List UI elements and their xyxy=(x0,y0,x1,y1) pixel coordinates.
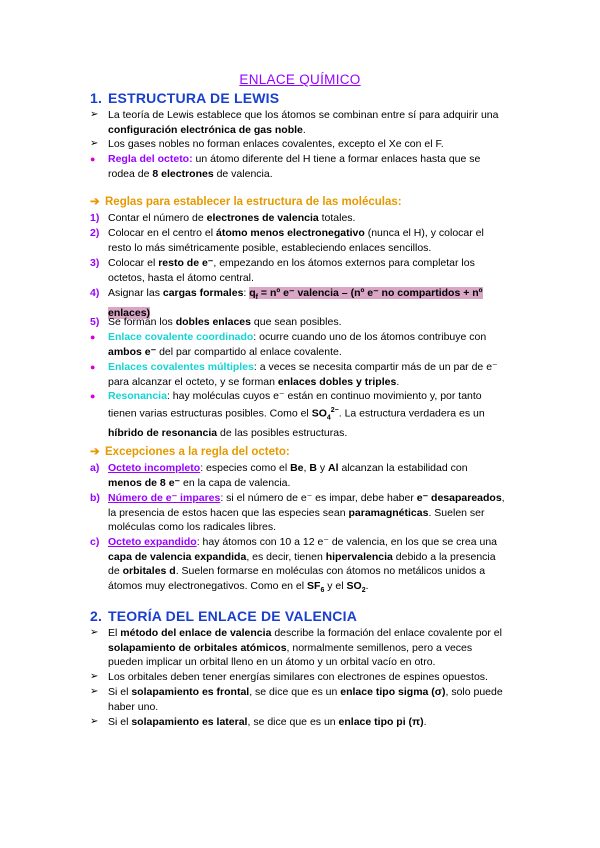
text: , xyxy=(501,492,505,504)
arrow-bullet-icon: ➢ xyxy=(90,627,99,638)
keyword: Enlaces covalentes múltiples xyxy=(108,361,254,373)
text: : a veces se necesita compartir más de un par de e⁻ xyxy=(253,361,498,373)
right-arrow-icon: ➔ xyxy=(90,446,100,458)
subheading-text: Reglas para establecer la estructura de las moléculas: xyxy=(105,196,402,208)
arrow-bullet-icon: ➢ xyxy=(90,109,99,120)
text: alcanzan la estabilidad con xyxy=(338,462,468,474)
list-item xyxy=(90,461,530,490)
keyword: Octeto expandido xyxy=(108,536,197,548)
list-item xyxy=(90,389,530,440)
text: Los orbitales deben tener energías similares con electrones de espines opuestos. xyxy=(108,671,488,683)
bold-text: Al xyxy=(328,462,339,474)
text: La teoría de Lewis establece que los átomos se combinan entre sí para adquirir una xyxy=(108,109,499,121)
bold-text: Be xyxy=(290,462,304,474)
text: , normalmente semillenos, pero a veces xyxy=(286,641,473,654)
text: resto lo más simétricamente posible, estableciendo enlaces sencillos. xyxy=(108,241,432,254)
list-item xyxy=(90,315,530,330)
rules-subheading xyxy=(90,194,402,208)
arrow-bullet-icon: ➢ xyxy=(90,716,99,727)
text: , xyxy=(303,462,310,474)
arrow-bullet-icon: ➢ xyxy=(90,138,99,149)
text: (nunca el H), y colocar el xyxy=(364,227,484,239)
text: . xyxy=(365,579,369,592)
text: debido a la presencia xyxy=(392,550,496,563)
text: Los gases nobles no forman enlaces covalentes, excepto el Xe con el F. xyxy=(108,138,444,150)
text: : si el número de e⁻ es impar, debe haber xyxy=(220,492,417,504)
text: describe la formación del enlace covalente por el xyxy=(271,627,502,639)
exceptions-subheading xyxy=(90,444,290,458)
text: pueden implicar un orbital lleno en un átomo y un orbital vacío en otro. xyxy=(108,656,436,669)
list-item xyxy=(90,256,530,285)
formula: SO xyxy=(311,407,327,420)
text: Asignar las xyxy=(108,287,163,299)
bold-text: enlaces dobles y triples xyxy=(277,375,397,388)
text: . xyxy=(423,716,427,728)
list-item xyxy=(90,137,530,152)
bold-text: solapamiento es frontal xyxy=(131,686,250,698)
formula: SO xyxy=(346,579,362,592)
bold-text: híbrido de resonancia xyxy=(108,426,218,439)
bold-text: átomo menos electronegativo xyxy=(215,227,365,239)
section-number: 2. xyxy=(90,608,103,624)
text: rodea de xyxy=(108,167,153,180)
text: = nº e⁻ valencia – (nº e⁻ no compartidos + nº xyxy=(258,287,483,299)
bold-text: e⁻ desapareados xyxy=(416,492,502,504)
text: de valencia. xyxy=(213,167,273,180)
text: que sean posibles. xyxy=(251,316,342,328)
list-item xyxy=(90,685,530,714)
bullet-icon: ● xyxy=(90,391,96,401)
text: de las posibles estructuras. xyxy=(217,426,348,439)
text: y xyxy=(316,462,329,474)
bold-text: 8 electrones xyxy=(152,167,214,180)
keyword: Resonancia xyxy=(108,390,167,402)
bullet-icon: ● xyxy=(90,332,96,342)
list-item xyxy=(90,330,530,359)
subscript: 2 xyxy=(361,586,366,594)
list-item xyxy=(90,211,530,226)
list-item xyxy=(90,715,530,730)
text: en la capa de valencia. xyxy=(180,476,291,489)
text: tienen varias estructuras posibles. Como el xyxy=(108,407,312,420)
text: : xyxy=(243,287,250,299)
text: del par compartido al enlace covalente. xyxy=(156,345,342,358)
text: El xyxy=(108,627,121,639)
text: haber uno. xyxy=(108,700,159,713)
text: : especies como el xyxy=(200,462,291,474)
text: . xyxy=(302,123,306,136)
subheading-text: Excepciones a la regla del octeto: xyxy=(105,446,290,458)
text: Colocar el xyxy=(108,257,159,269)
bullet-icon: ● xyxy=(90,154,96,164)
item-number: 4) xyxy=(90,287,100,299)
section-number: 1. xyxy=(90,90,103,106)
item-letter: c) xyxy=(90,536,100,548)
list-item xyxy=(90,108,530,137)
bold-text: hipervalencia xyxy=(325,550,393,563)
bold-text: enlace tipo pi (π) xyxy=(338,716,424,728)
text: un átomo diferente del H tiene a formar enlaces hasta que se xyxy=(192,153,481,165)
list-item xyxy=(90,226,530,255)
bold-text: paramagnéticas xyxy=(348,506,429,519)
item-number: 1) xyxy=(90,212,100,224)
list-item xyxy=(90,152,530,181)
text: : hay moléculas cuyos e⁻ están en continuo movimiento y, por tanto xyxy=(166,390,482,402)
arrow-bullet-icon: ➢ xyxy=(90,671,99,682)
text: Se forman los xyxy=(108,316,176,328)
bold-text: menos de 8 e⁻ xyxy=(108,476,181,489)
bold-text: solapamiento es lateral xyxy=(131,716,248,728)
bold-text: B xyxy=(309,462,317,474)
section-title: TEORÍA DEL ENLACE DE VALENCIA xyxy=(108,608,358,624)
right-arrow-icon: ➔ xyxy=(90,196,100,208)
item-number: 3) xyxy=(90,257,100,269)
text: moléculas como los radicales libres. xyxy=(108,521,277,534)
bold-text: resto de e⁻ xyxy=(158,257,214,269)
item-letter: b) xyxy=(90,492,100,504)
bold-text: configuración electrónica de gas noble xyxy=(108,123,303,136)
superscript: 2− xyxy=(330,406,339,414)
text: , se dice que es un xyxy=(247,716,339,728)
text: y el xyxy=(324,579,347,592)
subscript: 4 xyxy=(326,414,331,422)
formula: SF xyxy=(307,579,321,592)
item-letter: a) xyxy=(90,462,100,474)
bullet-icon: ● xyxy=(90,362,96,372)
section-1-heading xyxy=(90,90,279,106)
text: , solo puede xyxy=(445,686,503,698)
text: totales. xyxy=(318,212,356,224)
bold-text: electrones de valencia xyxy=(206,212,319,224)
text: , se dice que es un xyxy=(249,686,341,698)
formal-charge-formula xyxy=(249,287,483,302)
text: : ocurre cuando uno de los átomos contribuye con xyxy=(253,331,487,343)
bold-text: capa de valencia expandida xyxy=(108,550,247,563)
keyword: Número de e⁻ impares xyxy=(108,492,221,504)
bold-text: enlace tipo sigma (σ) xyxy=(340,686,446,698)
text: , empezando en los átomos externos para completar los xyxy=(213,257,475,269)
text: Si el xyxy=(108,686,132,698)
arrow-bullet-icon: ➢ xyxy=(90,686,99,697)
text: octetos, hasta el átomo central. xyxy=(108,271,254,284)
list-item xyxy=(90,360,530,389)
subscript: 6 xyxy=(320,586,325,594)
subscript: f xyxy=(255,294,259,302)
text: : hay átomos con 10 a 12 e⁻ de valencia, en los que se crea una xyxy=(196,536,498,548)
bold-text: cargas formales xyxy=(162,287,244,299)
keyword: Octeto incompleto xyxy=(108,462,201,474)
section-title: ESTRUCTURA DE LEWIS xyxy=(108,90,280,106)
text: Si el xyxy=(108,716,132,728)
bold-text: método del enlace de valencia xyxy=(120,627,272,639)
list-item xyxy=(90,670,530,685)
text: , es decir, tienen xyxy=(246,550,326,563)
list-item xyxy=(90,491,530,535)
bold-text: dobles enlaces xyxy=(175,316,251,328)
text: . xyxy=(396,375,400,388)
text: átomos muy electronegativos. Como en el xyxy=(108,579,308,592)
text: Contar el número de xyxy=(108,212,207,224)
list-item xyxy=(90,626,530,670)
item-number: 2) xyxy=(90,227,100,239)
text: . Suelen formarse en moléculas con átomos no metálicos unidos a xyxy=(175,565,486,578)
bold-text: ambos e⁻ xyxy=(108,345,157,358)
text: la presencia de estos hacen que las especies sean xyxy=(108,506,349,519)
text: . Suelen ser xyxy=(428,506,485,519)
list-item xyxy=(90,535,530,598)
formula-text: enlaces) xyxy=(108,306,151,319)
bold-text: solapamiento de orbitales atómicos xyxy=(108,641,287,654)
text: de xyxy=(108,565,123,578)
document-title: ENLACE QUÍMICO xyxy=(239,72,361,87)
keyword: Regla del octeto: xyxy=(108,153,193,165)
section-2-heading xyxy=(90,608,357,624)
bold-text: orbitales d xyxy=(122,565,176,578)
text: q xyxy=(249,287,256,299)
text: Colocar en el centro el xyxy=(108,227,216,239)
text: para alcanzar el octeto, y se forman xyxy=(108,375,278,388)
text: . La estructura verdadera es un xyxy=(338,407,485,420)
keyword: Enlace covalente coordinado xyxy=(108,331,254,343)
item-number: 5) xyxy=(90,316,100,328)
